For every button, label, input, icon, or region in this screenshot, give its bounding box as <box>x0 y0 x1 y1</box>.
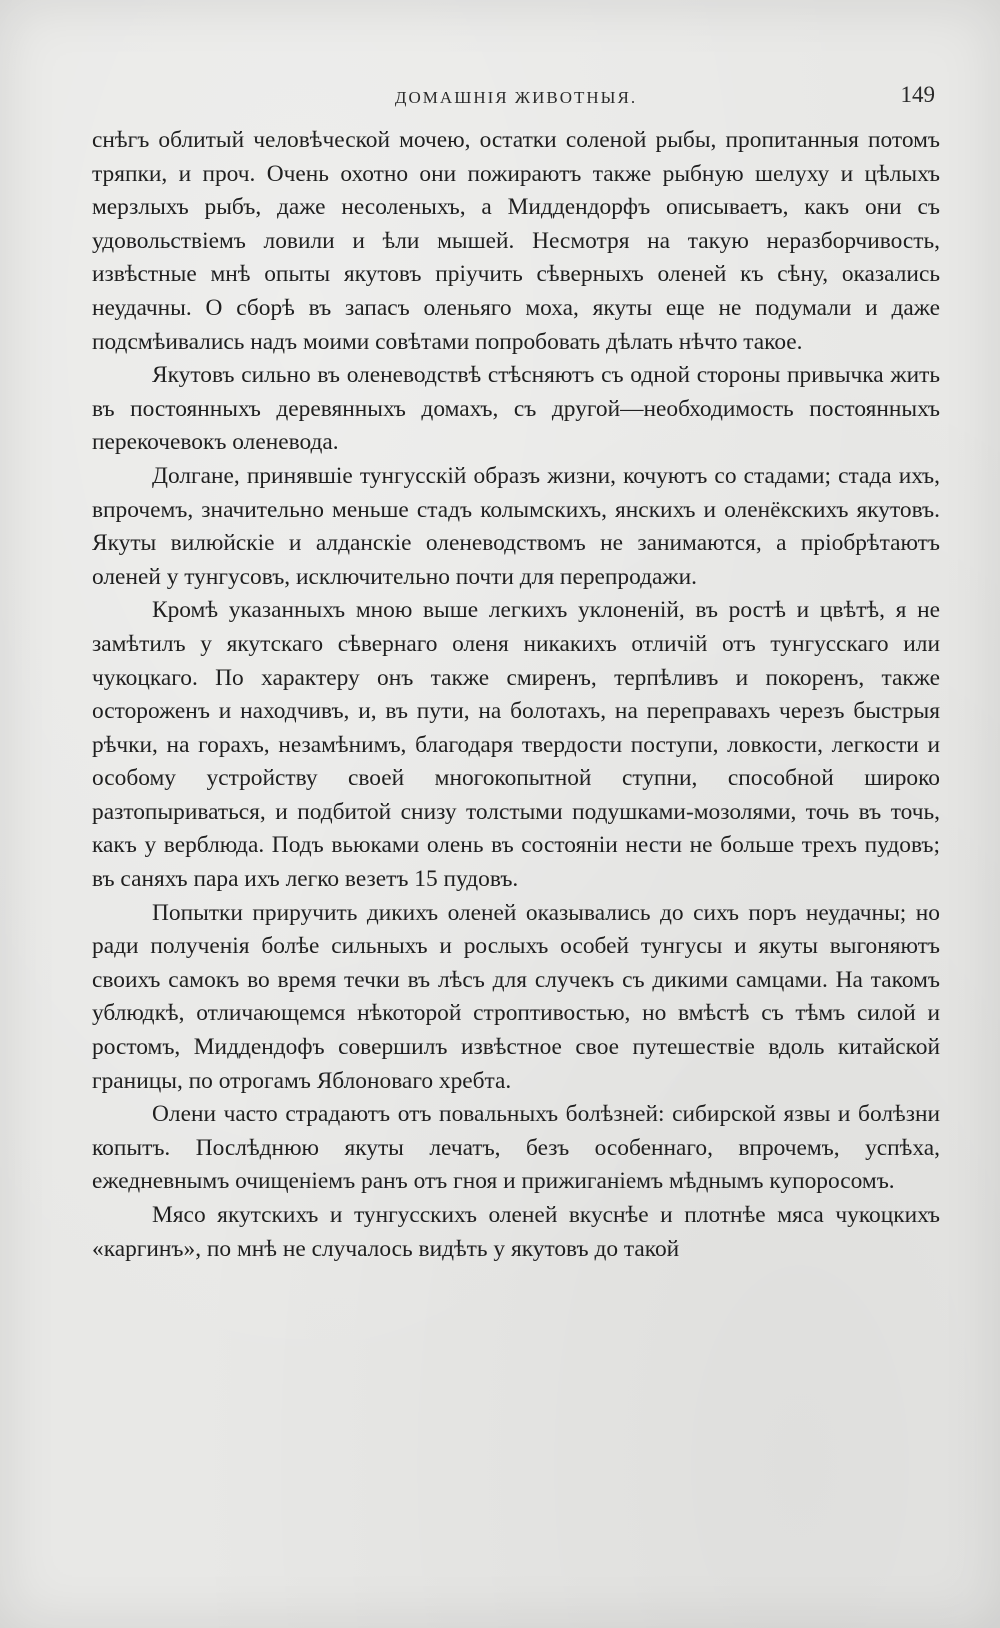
paragraph-4: Кромѣ указанныхъ мною выше легкихъ уклоненій, въ ростѣ и цвѣтѣ, я не замѣтилъ у якутскаго сѣвернаго оленя никакихъ отличій отъ тунгусскаго или чукоцкаго. По характеру онъ также смиренъ, терпѣливъ и покоренъ, также остороженъ и находчивъ, и, въ пути, на болотахъ, на переправахъ черезъ быстрыя рѣчки, на горахъ, незамѣнимъ, благодаря твердости поступи, ловкости, легкости и особому устройству своей многокопытной ступни, способной широко разтопыриваться, и подбитой снизу толстыми подушками-мозолями, точь въ точь, какъ у верблюда. Подъ вьюками олень въ состояніи нести не больше трехъ пудовъ; въ саняхъ пара ихъ легко везетъ 15 пудовъ. <box>92 597 940 893</box>
paragraph-6: Олени часто страдаютъ отъ повальныхъ болѣзней: сибирской язвы и болѣзни копытъ. Послѣднюю якуты лечатъ, безъ особеннаго, впрочемъ, успѣха, ежедневнымъ очищеніемъ ранъ отъ гноя и прижиганіемъ мѣднымъ купоросомъ. <box>92 1101 940 1195</box>
paragraph-5: Попытки приручить дикихъ оленей оказывались до сихъ поръ неудачны; но ради полученія болѣе сильныхъ и рослыхъ особей тунгусы и якуты выгоняютъ своихъ самокъ во время течки въ лѣсъ для случекъ съ дикими самцами. На такомъ ублюдкѣ, отличающемся нѣкоторой строптивостью, но вмѣстѣ съ тѣмъ силой и ростомъ, Миддендофъ совершилъ извѣстное свое путешествіе вдоль китайской границы, по отрогамъ Яблоноваго хребта. <box>92 899 940 1094</box>
running-title: ДОМАШНІЯ ЖИВОТНЫЯ. <box>394 88 638 107</box>
running-head <box>92 70 940 110</box>
page-number: 149 <box>900 82 935 107</box>
paragraph-3: Долгане, принявшіе тунгусскій образъ жизни, кочуютъ со стадами; стада ихъ, впрочемъ, значительно меньше стадъ колымскихъ, янскихъ и оленёкскихъ якутовъ. Якуты вилюйскіе и алданскіе оленеводствомъ не занимаются, а пріобрѣтаютъ оленей у тунгусовъ, исключительно почти для перепродажи. <box>92 462 940 590</box>
paragraph-7: Мясо якутскихъ и тунгусскихъ оленей вкуснѣе и плотнѣе мяса чукоцкихъ «каргинъ», по мнѣ не случалось видѣть у якутовъ до такой <box>92 1202 940 1262</box>
body-text <box>92 124 940 1266</box>
paragraph-1: снѣгъ облитый человѣческой мочею, остатки соленой рыбы, пропитанныя потомъ тряпки, и проч. Очень охотно они пожираютъ также рыбную шелуху и цѣлыхъ мерзлыхъ рыбъ, даже несоленыхъ, а Миддендорфъ описываетъ, какъ они съ удовольствіемъ ловили и ѣли мышей. Несмотря на такую неразборчивость, извѣстные мнѣ опыты якутовъ пріучить сѣверныхъ оленей къ сѣну, оказались неудачны. О сборѣ въ запасъ оленьяго моха, якуты еще не подумали и даже подсмѣивались надъ моими совѣтами попробовать дѣлать нѣчто такое. <box>92 127 940 355</box>
paragraph-2: Якутовъ сильно въ оленеводствѣ стѣсняютъ съ одной стороны привычка жить въ постоянныхъ деревянныхъ домахъ, съ другой—необходимость постоянныхъ перекочевокъ оленевода. <box>92 362 940 456</box>
